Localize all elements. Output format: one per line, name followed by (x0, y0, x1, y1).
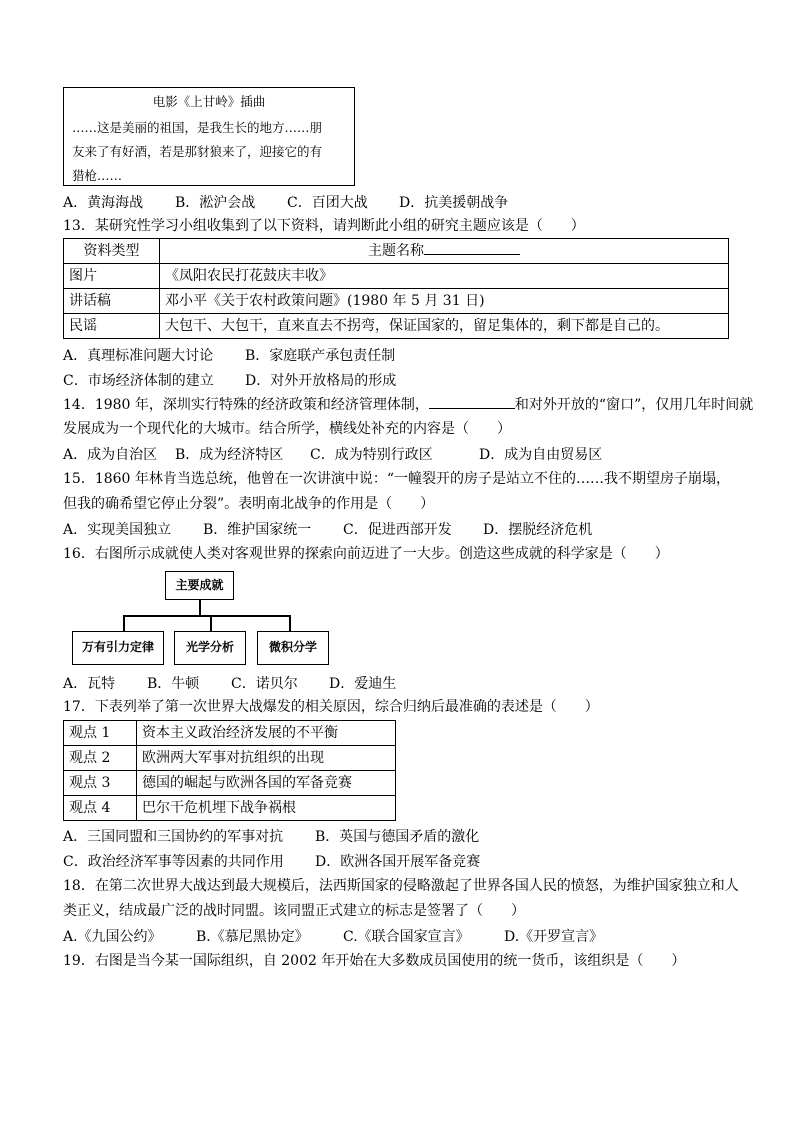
q17-viewpoints-table (63, 720, 396, 821)
diagram-connector (123, 615, 290, 617)
diagram-connector (199, 600, 201, 616)
song-line: 猎枪…… (72, 168, 123, 183)
option[interactable]: A．实现美国独立 (63, 522, 172, 538)
table-row (64, 796, 396, 821)
diagram-child-box: 微积分学 (257, 631, 329, 665)
option[interactable]: B．维护国家统一 (203, 522, 312, 538)
table-cell: 观点 1 (64, 721, 137, 746)
answer-blank[interactable] (424, 240, 520, 255)
table-row (64, 264, 729, 289)
table-row (64, 746, 396, 771)
diagram-connector (289, 615, 291, 631)
song-line: 友来了有好酒，若是那豺狼来了，迎接它的有 (72, 144, 323, 159)
diagram-connector (210, 615, 212, 631)
option[interactable]: C．政治经济军事等因素的共同作用 (63, 854, 284, 870)
q13-material-table (63, 238, 729, 339)
option[interactable]: B．家庭联产承包责任制 (245, 348, 396, 364)
option[interactable]: D．对外开放格局的形成 (245, 373, 397, 389)
diagram-connector (123, 615, 125, 631)
option[interactable]: B．英国与德国矛盾的激化 (315, 829, 480, 845)
table-header: 资料类型 (64, 239, 160, 264)
option[interactable]: B.《慕尼黑协定》 (196, 929, 309, 945)
option[interactable]: D．欧洲各国开展军备竞赛 (315, 854, 481, 870)
table-cell: 《凤阳农民打花鼓庆丰收》 (160, 264, 729, 289)
option[interactable]: A．成为自治区 (63, 447, 158, 463)
option[interactable]: B．牛顿 (147, 676, 200, 692)
table-header (160, 239, 729, 264)
diagram-root-box: 主要成就 (165, 571, 234, 600)
option[interactable]: D．成为自由贸易区 (479, 447, 603, 463)
question-18-stem-cont: 类正义，结成最广泛的战时同盟。该同盟正式建立的标志是签署了（ ） (63, 903, 525, 919)
table-cell: 大包干、大包干，直来直去不拐弯，保证国家的，留足集体的，剩下都是自己的。 (160, 314, 729, 339)
option[interactable]: C．成为特别行政区 (310, 447, 433, 463)
song-lyrics-box (63, 87, 355, 186)
option[interactable]: A.《九国公约》 (63, 929, 162, 945)
diagram-child-box: 万有引力定律 (72, 631, 164, 665)
stem-text: 和对外开放的“窗口”，仅用几年时间就 (514, 397, 754, 413)
table-row (64, 314, 729, 339)
table-cell: 民谣 (64, 314, 160, 339)
table-row (64, 239, 729, 264)
option[interactable]: A．黄海海战 (63, 195, 144, 211)
question-14-stem (63, 394, 753, 415)
table-row (64, 771, 396, 796)
option[interactable]: B．成为经济特区 (175, 447, 284, 463)
table-header-label: 主题名称 (368, 243, 424, 259)
option[interactable]: A．真理标准问题大讨论 (63, 348, 214, 364)
table-cell: 观点 3 (64, 771, 137, 796)
option[interactable]: A．瓦特 (63, 676, 116, 692)
option[interactable]: B．淞沪会战 (175, 195, 256, 211)
diagram-child-box: 光学分析 (174, 631, 246, 665)
option[interactable]: A．三国同盟和三国协约的军事对抗 (63, 829, 284, 845)
option[interactable]: C．促进西部开发 (343, 522, 452, 538)
option[interactable]: C．诺贝尔 (231, 676, 298, 692)
stem-text: 14．1980 年，深圳实行特殊的经济政策和经济管理体制， (63, 397, 429, 413)
question-15-stem-cont: 但我的确希望它停止分裂”。表明南北战争的作用是（ ） (63, 496, 435, 512)
question-17-stem: 17．下表列举了第一次世界大战爆发的相关原因，综合归纳后最准确的表述是（ ） (63, 699, 599, 715)
table-cell: 巴尔干危机埋下战争祸根 (137, 796, 396, 821)
question-13-stem: 13．某研究性学习小组收集到了以下资料，请判断此小组的研究主题应该是（ ） (63, 218, 585, 234)
option[interactable]: C．市场经济体制的建立 (63, 373, 214, 389)
table-cell: 观点 4 (64, 796, 137, 821)
table-cell: 欧洲两大军事对抗组织的出现 (137, 746, 396, 771)
table-cell: 资本主义政治经济发展的不平衡 (137, 721, 396, 746)
song-line: ……这是美丽的祖国，是我生长的地方……朋 (72, 120, 323, 135)
option[interactable]: C.《联合国家宣言》 (343, 929, 470, 945)
question-19-stem: 19．右图是当今某一国际组织，自 2002 年开始在大多数成员国使用的统一货币，该组织是（ ） (63, 953, 686, 969)
option[interactable]: D．抗美援朝战争 (399, 195, 509, 211)
option[interactable]: D．爱迪生 (329, 676, 397, 692)
table-row (64, 289, 729, 314)
table-cell: 德国的崛起与欧洲各国的军备竞赛 (137, 771, 396, 796)
answer-blank[interactable] (429, 394, 515, 409)
song-title: 电影《上甘岭》插曲 (152, 94, 266, 109)
table-cell: 图片 (64, 264, 160, 289)
option[interactable]: D．摆脱经济危机 (483, 522, 593, 538)
question-14-stem-cont: 发展成为一个现代化的大城市。结合所学，横线处补充的内容是（ ） (63, 421, 511, 437)
question-15-stem: 15．1860 年林肯当选总统，他曾在一次讲演中说：“一幢裂开的房子是站立不住的……我不期望房子崩塌， (63, 471, 731, 487)
option[interactable]: C．百团大战 (287, 195, 368, 211)
table-row (64, 721, 396, 746)
table-cell: 邓小平《关于农村政策问题》(1980 年 5 月 31 日) (160, 289, 729, 314)
question-16-stem: 16．右图所示成就使人类对客观世界的探索向前迈进了一大步。创造这些成就的科学家是（ ） (63, 546, 669, 562)
table-cell: 讲话稿 (64, 289, 160, 314)
option[interactable]: D.《开罗宣言》 (504, 929, 604, 945)
question-18-stem: 18．在第二次世界大战达到最大规模后，法西斯国家的侵略激起了世界各国人民的愤怒，为维护国家独立和人 (63, 878, 739, 894)
table-cell: 观点 2 (64, 746, 137, 771)
